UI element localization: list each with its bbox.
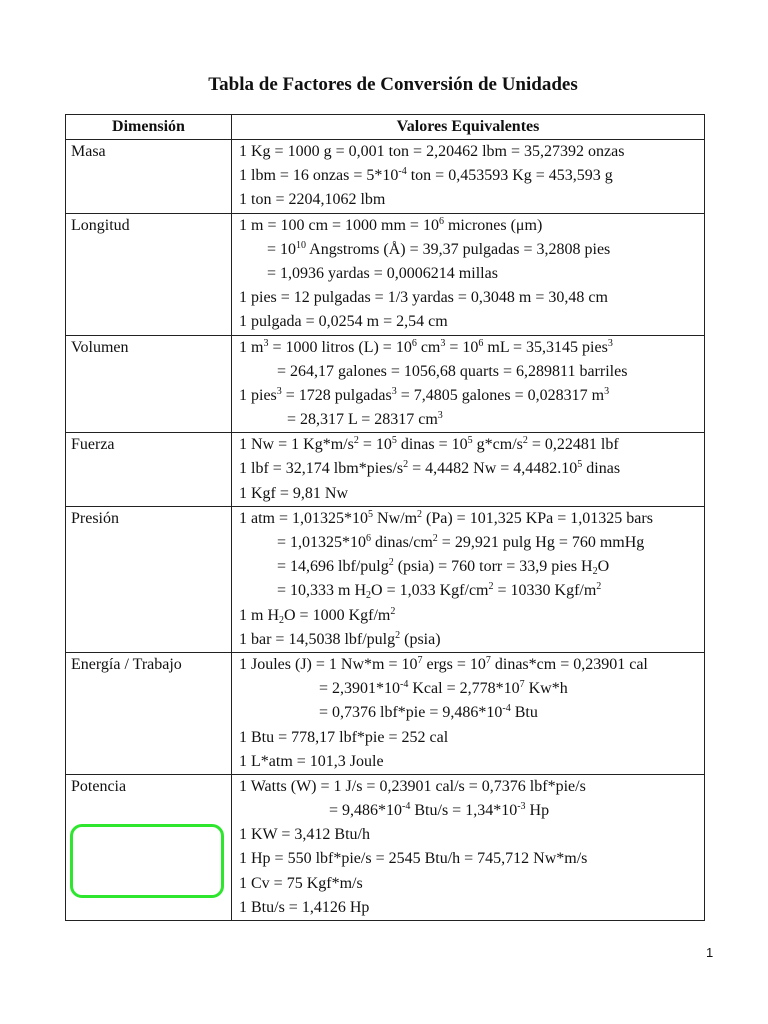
conversion-line: 1 bar = 14,5038 lbf/pulg$^2$ (psia) [239, 629, 441, 648]
page-title: Tabla de Factores de Conversión de Unidades [208, 74, 578, 95]
header-values: Valores Equivalentes [232, 115, 705, 140]
dimension-cell: Longitud [66, 213, 232, 335]
conversion-line: = 14,696 lbf/pulg$^2$ (psia) = 760 torr = 33,9 pies $H_2O$ [277, 557, 610, 578]
values-cell [232, 213, 705, 335]
table-row [66, 433, 705, 507]
conversion-line: = $2,3901*10^{-4}$ Kcal = $2,778*10^7$ Kw*h [319, 679, 568, 698]
dimension-cell: Presión [66, 506, 232, 652]
conversion-line: = 10,333 m $H_2O = 1,033$ Kgf/$cm^2 = 10330$ Kgf/$m^2$ [277, 581, 602, 602]
conversion-line: 1 ton = 2204,1062 lbm [239, 191, 386, 209]
table-header-row [66, 115, 705, 140]
values-cell [232, 335, 705, 433]
header-dimension: Dimensión [66, 115, 232, 140]
dimension-cell: Energía / Trabajo [66, 652, 232, 774]
conversion-line: 1 pulgada = 0,0254 m = 2,54 cm [239, 313, 448, 331]
conversion-line: = $9,486*10^{-4}$ $Btu/s = 1,34*10^{-3}$ Hp [329, 801, 550, 820]
conversion-line: = $10^{10}$ Angstroms (Å) = 39,37 pulgadas = 3,2808 pies [267, 239, 611, 258]
values-cell [232, 774, 705, 920]
conversion-line: 1 Kg = 1000 g = 0,001 ton = 2,20462 lbm = 35,27392 onzas [239, 143, 625, 160]
conversion-line: 1 Watts (W) = 1 J/s = 0,23901 cal/s = 0,7376 lbf*pie/s [239, 777, 586, 795]
values-cell [232, 140, 705, 214]
dimension-cell: Fuerza [66, 433, 232, 507]
conversion-line: 1 pies$^3$ = 1728 pulgadas$^3$ = 7,4805 galones = 0,028317 $m^3$ [239, 385, 610, 404]
conversion-line: 1 $m^3 = 1000$ litros $(L) = 10^6$ $cm^3 = 10^6$ mL = 35,3145 pies$^3$ [239, 337, 613, 356]
page-number: 1 [706, 945, 714, 960]
conversion-line: 1 m $H_2O = 1000$ Kgf/$m^2$ [239, 605, 396, 626]
table-row [66, 506, 705, 652]
table-row [66, 213, 705, 335]
table-body [66, 140, 705, 921]
conversion-line: 1 Kgf = 9,81 Nw [239, 484, 349, 502]
conversion-line: 1 L*atm = 101,3 Joule [239, 752, 384, 770]
conversion-table [65, 114, 705, 921]
conversion-line: 1 Cv = 75 Kgf*m/s [239, 874, 363, 892]
conversion-line: = 28,317 L = 28317 $cm^3$ [287, 410, 443, 429]
table-row [66, 652, 705, 774]
conversion-line: 1 atm = $1,01325*10^5$ $Nw/m^2$ (Pa) = 101,325 KPa = 1,01325 bars [239, 508, 653, 527]
conversion-line: 1 Btu = 778,17 lbf*pie = 252 cal [239, 728, 449, 746]
conversion-line: 1 m = 100 cm = 1000 mm = $10^6$ micrones (μm) [239, 215, 543, 234]
table-row [66, 335, 705, 433]
dimension-cell: Volumen [66, 335, 232, 433]
dimension-cell: Potencia [66, 774, 232, 920]
values-cell [232, 652, 705, 774]
conversion-line: 1 Joules (J) = 1 $Nw*m = 10^7$ ergs = $10^7$ dinas*cm = 0,23901 cal [239, 654, 648, 673]
conversion-line: 1 lbm = 16 onzas = $5*10^{-4}$ ton = 0,453593 Kg = 453,593 g [239, 166, 613, 185]
conversion-line: = $1,01325*10^6$ dinas/$cm^2 = 29,921$ pulg Hg = 760 mmHg [277, 533, 645, 551]
green-highlight-box [70, 824, 224, 898]
conversion-line: 1 Nw = 1 $Kg*m/s^2 = 10^5$ dinas = $10^5$ $g*cm/s^2 = 0,22481$ lbf [239, 435, 619, 454]
conversion-line: 1 Btu/s = 1,4126 Hp [239, 898, 370, 916]
dimension-cell: Masa [66, 140, 232, 214]
values-cell [232, 433, 705, 507]
values-cell [232, 506, 705, 652]
conversion-line: 1 Hp = 550 lbf*pie/s = 2545 Btu/h = 745,712 Nw*m/s [239, 850, 588, 868]
conversion-line: 1 pies = 12 pulgadas = 1/3 yardas = 0,3048 m = 30,48 cm [239, 289, 608, 307]
conversion-line: = 264,17 galones = 1056,68 quarts = 6,289811 barriles [277, 362, 628, 380]
conversion-line: = 0,7376 $lbf*pie = 9,486*10^{-4}$ Btu [319, 703, 538, 722]
conversion-line: 1 lbf = 32,174 $lbm*pies/s^2 = 4,4482$ $Nw = 4,4482.10^5$ dinas [239, 459, 621, 478]
conversion-line: 1 KW = 3,412 Btu/h [239, 826, 370, 844]
conversion-line: = 1,0936 yardas = 0,0006214 millas [267, 264, 498, 282]
table-row [66, 140, 705, 214]
